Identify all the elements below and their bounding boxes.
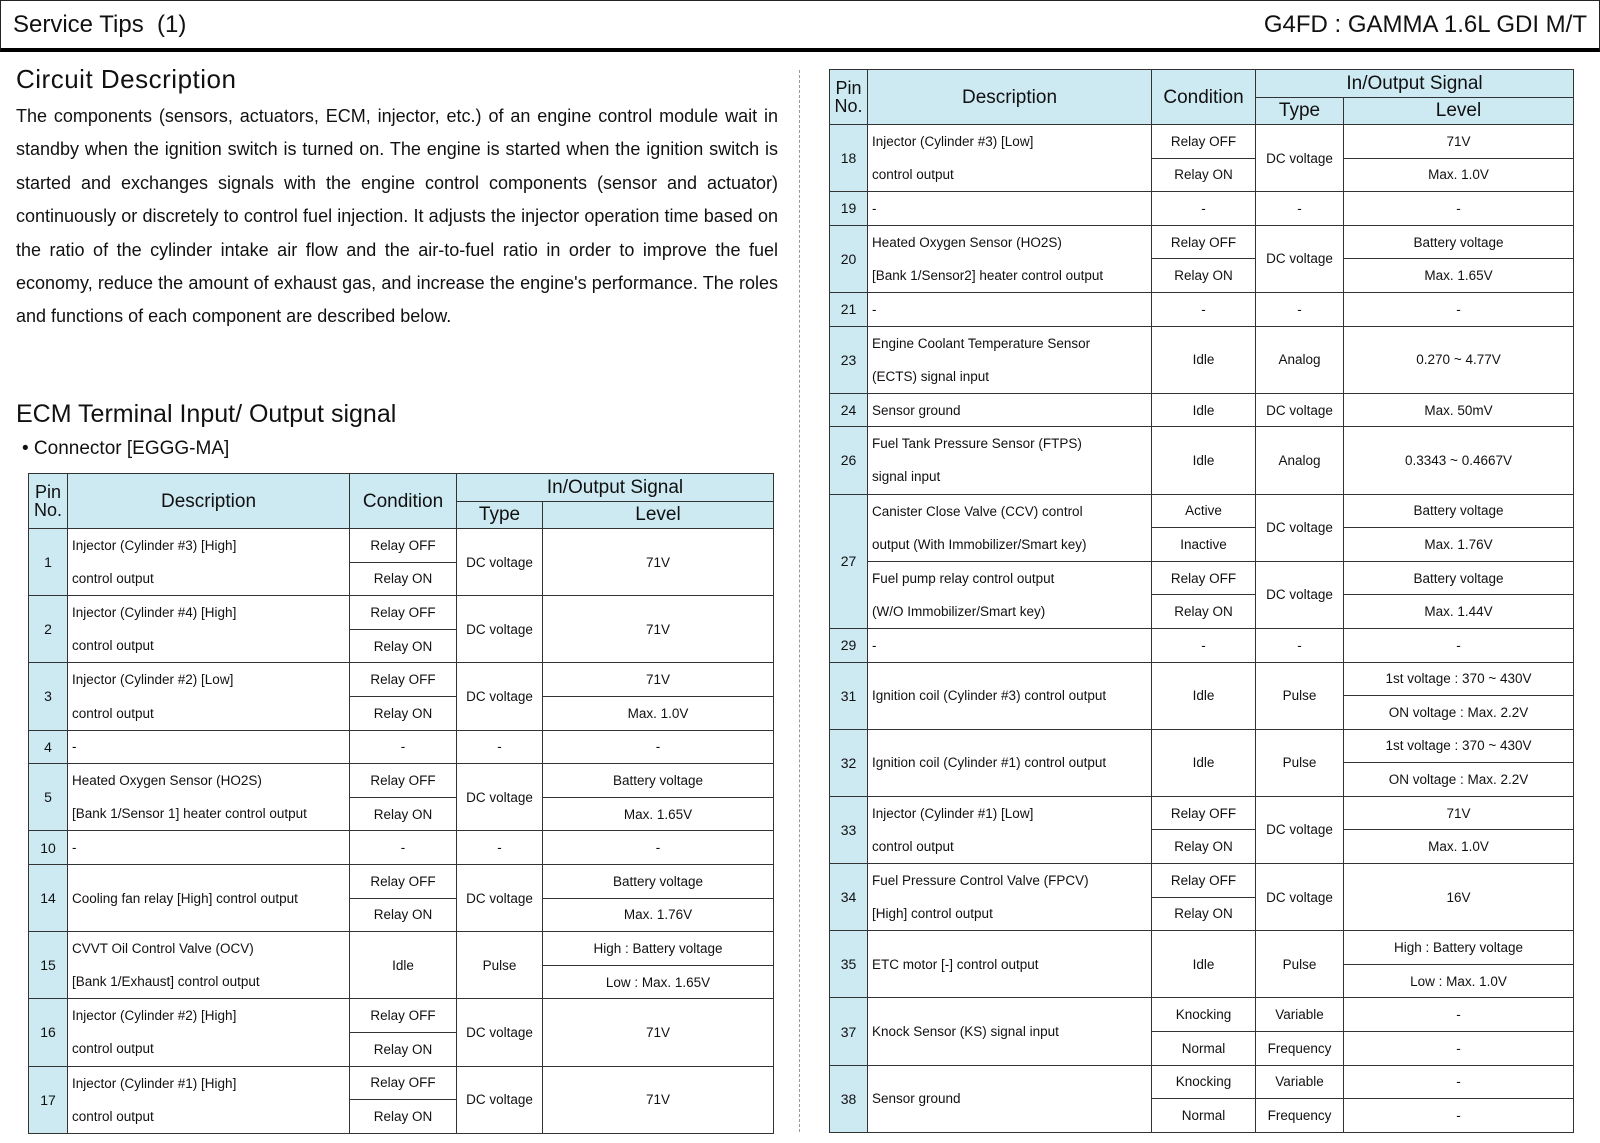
- signal-type-cell: DC voltage: [457, 999, 543, 1066]
- pin-description: control output: [68, 1032, 350, 1066]
- condition-cell: Normal: [1152, 1099, 1256, 1133]
- pin-number: 2: [29, 596, 68, 663]
- ecm-terminal-title: ECM Terminal Input/ Output signal: [16, 400, 397, 428]
- signal-level-cell: Max. 1.65V: [1344, 259, 1574, 293]
- signal-type-cell: DC voltage: [1256, 561, 1344, 628]
- signal-level-cell: -: [1344, 292, 1574, 326]
- pin-description: Knock Sensor (KS) signal input: [868, 998, 1152, 1065]
- condition-cell: Relay ON: [350, 1100, 457, 1134]
- pin-number: 34: [830, 864, 868, 931]
- pin-description: control output: [68, 696, 350, 730]
- circuit-description-text: The components (sensors, actuators, ECM, injector, etc.) of an engine control module wait in standby when the ignition switch is turned on. The engine is started when the ignition switch is started and exchanges signals with the engine control components (sensor and actuator) continuously or discretely to control fuel injection. It adjusts the injector operation time based on the ratio of the cylinder intake air flow and the air-to-fuel ratio in order to improve the fuel economy, reduce the amount of exhaust gas, and increase the engine's performance. The roles and functions of each component are described below.: [16, 106, 778, 327]
- condition-cell: Relay ON: [350, 1032, 457, 1066]
- header-pin: Pin No.: [29, 474, 68, 529]
- pin-number: 37: [830, 998, 868, 1065]
- column-divider: [799, 70, 800, 1132]
- header-level: Level: [1344, 97, 1574, 125]
- pin-number: 3: [29, 663, 68, 730]
- pin-description: -: [868, 292, 1152, 326]
- table-row: [29, 932, 774, 966]
- connector-label: • Connector [EGGG-MA]: [22, 438, 230, 459]
- signal-level-cell: Max. 1.76V: [543, 898, 774, 932]
- table-row: [830, 1065, 1574, 1099]
- pin-description: Heated Oxygen Sensor (HO2S): [68, 764, 350, 798]
- condition-cell: -: [350, 730, 457, 764]
- signal-level-cell: Max. 1.0V: [543, 696, 774, 730]
- table-row: [830, 662, 1574, 696]
- pin-number: 4: [29, 730, 68, 764]
- signal-level-cell: -: [1344, 1099, 1574, 1133]
- page-header: [0, 0, 1600, 52]
- signal-level-cell: 0.270 ~ 4.77V: [1344, 326, 1574, 393]
- signal-level-cell: 16V: [1344, 864, 1574, 931]
- pin-number: 33: [830, 796, 868, 863]
- signal-level-cell: Battery voltage: [543, 764, 774, 798]
- table-row: [830, 998, 1574, 1032]
- condition-cell: Relay ON: [1152, 158, 1256, 192]
- ecm-pin-table-right: [829, 69, 1574, 1133]
- pin-description: ETC motor [-] control output: [868, 931, 1152, 998]
- table-row: [830, 628, 1574, 662]
- signal-level-cell: 71V: [1344, 125, 1574, 159]
- pin-description: Fuel pump relay control output: [868, 561, 1152, 595]
- pin-number: 18: [830, 125, 868, 192]
- signal-level-cell: 71V: [543, 596, 774, 663]
- pin-description: signal input: [868, 460, 1152, 494]
- pin-description: [Bank 1/Sensor 1] heater control output: [68, 797, 350, 831]
- condition-cell: Relay OFF: [350, 864, 457, 898]
- signal-type-cell: DC voltage: [1256, 796, 1344, 863]
- pin-number: 17: [29, 1066, 68, 1133]
- pin-number: 32: [830, 729, 868, 796]
- table-row: [830, 326, 1574, 360]
- signal-type-cell: -: [1256, 292, 1344, 326]
- signal-level-cell: 1st voltage : 370 ~ 430V: [1344, 729, 1574, 763]
- table-row: [29, 999, 774, 1033]
- pin-number: 31: [830, 662, 868, 729]
- pin-number: 5: [29, 764, 68, 831]
- pin-description: Injector (Cylinder #2) [High]: [68, 999, 350, 1033]
- signal-level-cell: Battery voltage: [1344, 225, 1574, 259]
- condition-cell: Relay OFF: [350, 596, 457, 630]
- signal-type-cell: Pulse: [1256, 662, 1344, 729]
- table-row: [830, 225, 1574, 259]
- pin-description: (W/O Immobilizer/Smart key): [868, 595, 1152, 629]
- header-condition: Condition: [1152, 70, 1256, 125]
- table-row: [830, 259, 1574, 293]
- pin-description: Ignition coil (Cylinder #1) control output: [868, 729, 1152, 796]
- circuit-description-title: Circuit Description: [16, 64, 237, 94]
- condition-cell: Relay OFF: [1152, 125, 1256, 159]
- pin-number: 14: [29, 864, 68, 931]
- engine-model: G4FD : GAMMA 1.6L GDI M/T: [1263, 10, 1587, 38]
- header-description: Description: [868, 70, 1152, 125]
- header-description: Description: [68, 474, 350, 529]
- signal-type-cell: Analog: [1256, 326, 1344, 393]
- signal-type-cell: -: [1256, 192, 1344, 226]
- pin-description: control output: [68, 1100, 350, 1134]
- pin-description: Ignition coil (Cylinder #3) control output: [868, 662, 1152, 729]
- table-row: [29, 730, 774, 764]
- header-title: Service Tips (1): [13, 10, 187, 38]
- pin-description: control output: [68, 562, 350, 596]
- signal-level-cell: -: [1344, 998, 1574, 1032]
- signal-type-cell: DC voltage: [457, 1066, 543, 1133]
- pin-description: control output: [68, 629, 350, 663]
- pin-number: 38: [830, 1065, 868, 1132]
- table-row: [830, 494, 1574, 528]
- condition-cell: Relay OFF: [350, 764, 457, 798]
- pin-description: Engine Coolant Temperature Sensor: [868, 326, 1152, 360]
- signal-type-cell: Pulse: [1256, 729, 1344, 796]
- signal-level-cell: Battery voltage: [1344, 561, 1574, 595]
- table-row: [830, 864, 1574, 898]
- signal-type-cell: DC voltage: [1256, 864, 1344, 931]
- header-signal: In/Output Signal: [1256, 70, 1574, 98]
- signal-level-cell: Battery voltage: [543, 864, 774, 898]
- condition-cell: Relay ON: [350, 562, 457, 596]
- header-type: Type: [457, 501, 543, 529]
- signal-level-cell: -: [1344, 1065, 1574, 1099]
- table-row: [830, 561, 1574, 595]
- condition-cell: Relay ON: [1152, 897, 1256, 931]
- pin-description: -: [68, 730, 350, 764]
- table-row: [29, 529, 774, 563]
- condition-cell: -: [1152, 628, 1256, 662]
- condition-cell: Normal: [1152, 1032, 1256, 1066]
- condition-cell: Idle: [1152, 326, 1256, 393]
- pin-description: Fuel Pressure Control Valve (FPCV): [868, 864, 1152, 898]
- condition-cell: -: [1152, 192, 1256, 226]
- pin-description: control output: [868, 158, 1152, 192]
- condition-cell: Inactive: [1152, 528, 1256, 562]
- condition-cell: Relay OFF: [350, 999, 457, 1033]
- condition-cell: Idle: [1152, 662, 1256, 729]
- signal-type-cell: -: [457, 730, 543, 764]
- signal-type-cell: DC voltage: [457, 663, 543, 730]
- condition-cell: Idle: [1152, 427, 1256, 494]
- condition-cell: Relay ON: [1152, 830, 1256, 864]
- signal-type-cell: DC voltage: [1256, 125, 1344, 192]
- condition-cell: Relay ON: [350, 898, 457, 932]
- pin-number: 27: [830, 494, 868, 628]
- signal-level-cell: -: [1344, 1032, 1574, 1066]
- signal-level-cell: ON voltage : Max. 2.2V: [1344, 696, 1574, 730]
- signal-type-cell: DC voltage: [1256, 494, 1344, 561]
- signal-type-cell: DC voltage: [457, 596, 543, 663]
- header-level: Level: [543, 501, 774, 529]
- signal-level-cell: 71V: [543, 529, 774, 596]
- pin-description: Canister Close Valve (CCV) control: [868, 494, 1152, 528]
- pin-description: Heated Oxygen Sensor (HO2S): [868, 225, 1152, 259]
- condition-cell: Relay ON: [350, 797, 457, 831]
- pin-description: [High] control output: [868, 897, 1152, 931]
- table-row: [29, 1066, 774, 1100]
- signal-type-cell: Pulse: [1256, 931, 1344, 998]
- condition-cell: Relay OFF: [1152, 864, 1256, 898]
- pin-description: Injector (Cylinder #3) [High]: [68, 529, 350, 563]
- signal-type-cell: Variable: [1256, 998, 1344, 1032]
- signal-level-cell: 71V: [1344, 796, 1574, 830]
- signal-type-cell: -: [457, 831, 543, 865]
- signal-level-cell: -: [543, 730, 774, 764]
- table-row: [830, 830, 1574, 864]
- pin-description: Injector (Cylinder #2) [Low]: [68, 663, 350, 697]
- pin-number: 1: [29, 529, 68, 596]
- signal-level-cell: 0.3343 ~ 0.4667V: [1344, 427, 1574, 494]
- signal-type-cell: Frequency: [1256, 1032, 1344, 1066]
- header-condition: Condition: [350, 474, 457, 529]
- table-row: [830, 125, 1574, 159]
- signal-type-cell: DC voltage: [1256, 393, 1344, 427]
- pin-description: -: [68, 831, 350, 865]
- signal-level-cell: Max. 1.0V: [1344, 830, 1574, 864]
- pin-number: 15: [29, 932, 68, 999]
- condition-cell: Relay OFF: [350, 1066, 457, 1100]
- table-row: [29, 864, 774, 898]
- condition-cell: Relay ON: [1152, 595, 1256, 629]
- table-row: [29, 596, 774, 630]
- signal-level-cell: -: [1344, 628, 1574, 662]
- signal-level-cell: -: [543, 831, 774, 865]
- table-row: [830, 393, 1574, 427]
- signal-level-cell: High : Battery voltage: [543, 932, 774, 966]
- signal-type-cell: Analog: [1256, 427, 1344, 494]
- signal-type-cell: DC voltage: [457, 764, 543, 831]
- condition-cell: Relay OFF: [1152, 225, 1256, 259]
- table-row: [29, 663, 774, 697]
- signal-type-cell: DC voltage: [1256, 225, 1344, 292]
- condition-cell: Relay OFF: [1152, 561, 1256, 595]
- condition-cell: Idle: [1152, 729, 1256, 796]
- table-row: [830, 427, 1574, 461]
- header-type: Type: [1256, 97, 1344, 125]
- condition-cell: Relay ON: [350, 696, 457, 730]
- pin-description: Injector (Cylinder #4) [High]: [68, 596, 350, 630]
- signal-type-cell: Pulse: [457, 932, 543, 999]
- signal-level-cell: ON voltage : Max. 2.2V: [1344, 763, 1574, 797]
- pin-number: 21: [830, 292, 868, 326]
- condition-cell: Idle: [350, 932, 457, 999]
- table-row: [29, 831, 774, 865]
- header-signal: In/Output Signal: [457, 474, 774, 502]
- pin-description: [Bank 1/Sensor2] heater control output: [868, 259, 1152, 293]
- condition-cell: -: [350, 831, 457, 865]
- condition-cell: Relay OFF: [350, 663, 457, 697]
- header-pin: Pin No.: [830, 70, 868, 125]
- signal-level-cell: Max. 1.76V: [1344, 528, 1574, 562]
- pin-description: (ECTS) signal input: [868, 360, 1152, 394]
- condition-cell: Relay ON: [350, 629, 457, 663]
- signal-level-cell: Max. 1.65V: [543, 797, 774, 831]
- pin-number: 23: [830, 326, 868, 393]
- table-row: [830, 158, 1574, 192]
- signal-level-cell: Max. 1.0V: [1344, 158, 1574, 192]
- pin-description: [Bank 1/Exhaust] control output: [68, 965, 350, 999]
- pin-description: -: [868, 192, 1152, 226]
- pin-description: control output: [868, 830, 1152, 864]
- signal-level-cell: Max. 50mV: [1344, 393, 1574, 427]
- pin-description: Injector (Cylinder #3) [Low]: [868, 125, 1152, 159]
- signal-type-cell: DC voltage: [457, 864, 543, 931]
- pin-description: -: [868, 628, 1152, 662]
- pin-number: 10: [29, 831, 68, 865]
- pin-description: Fuel Tank Pressure Sensor (FTPS): [868, 427, 1152, 461]
- pin-number: 35: [830, 931, 868, 998]
- table-row: [29, 696, 774, 730]
- signal-level-cell: High : Battery voltage: [1344, 931, 1574, 965]
- table-row: [29, 764, 774, 798]
- table-row: [830, 796, 1574, 830]
- signal-level-cell: Max. 1.44V: [1344, 595, 1574, 629]
- signal-level-cell: 1st voltage : 370 ~ 430V: [1344, 662, 1574, 696]
- table-row: [830, 528, 1574, 562]
- pin-number: 16: [29, 999, 68, 1066]
- pin-description: Cooling fan relay [High] control output: [68, 864, 350, 931]
- signal-level-cell: Low : Max. 1.65V: [543, 965, 774, 999]
- ecm-pin-table-left: [28, 473, 774, 1134]
- pin-number: 19: [830, 192, 868, 226]
- signal-type-cell: Frequency: [1256, 1099, 1344, 1133]
- pin-number: 24: [830, 393, 868, 427]
- pin-description: Injector (Cylinder #1) [Low]: [868, 796, 1152, 830]
- condition-cell: Idle: [1152, 393, 1256, 427]
- pin-number: 20: [830, 225, 868, 292]
- pin-description: Injector (Cylinder #1) [High]: [68, 1066, 350, 1100]
- signal-type-cell: Variable: [1256, 1065, 1344, 1099]
- signal-level-cell: 71V: [543, 1066, 774, 1133]
- signal-level-cell: 71V: [543, 663, 774, 697]
- condition-cell: Relay OFF: [1152, 796, 1256, 830]
- condition-cell: Relay ON: [1152, 259, 1256, 293]
- condition-cell: Knocking: [1152, 998, 1256, 1032]
- condition-cell: Knocking: [1152, 1065, 1256, 1099]
- table-row: [830, 292, 1574, 326]
- table-row: [830, 595, 1574, 629]
- signal-level-cell: 71V: [543, 999, 774, 1066]
- pin-description: output (With Immobilizer/Smart key): [868, 528, 1152, 562]
- signal-type-cell: DC voltage: [457, 529, 543, 596]
- condition-cell: Idle: [1152, 931, 1256, 998]
- table-row: [29, 797, 774, 831]
- signal-type-cell: -: [1256, 628, 1344, 662]
- signal-level-cell: Battery voltage: [1344, 494, 1574, 528]
- condition-cell: Active: [1152, 494, 1256, 528]
- pin-number: 26: [830, 427, 868, 494]
- pin-number: 29: [830, 628, 868, 662]
- signal-level-cell: Low : Max. 1.0V: [1344, 964, 1574, 998]
- table-row: [830, 931, 1574, 965]
- pin-description: Sensor ground: [868, 393, 1152, 427]
- pin-description: CVVT Oil Control Valve (OCV): [68, 932, 350, 966]
- table-row: [830, 729, 1574, 763]
- condition-cell: Relay OFF: [350, 529, 457, 563]
- pin-description: Sensor ground: [868, 1065, 1152, 1132]
- table-row: [830, 192, 1574, 226]
- condition-cell: -: [1152, 292, 1256, 326]
- signal-level-cell: -: [1344, 192, 1574, 226]
